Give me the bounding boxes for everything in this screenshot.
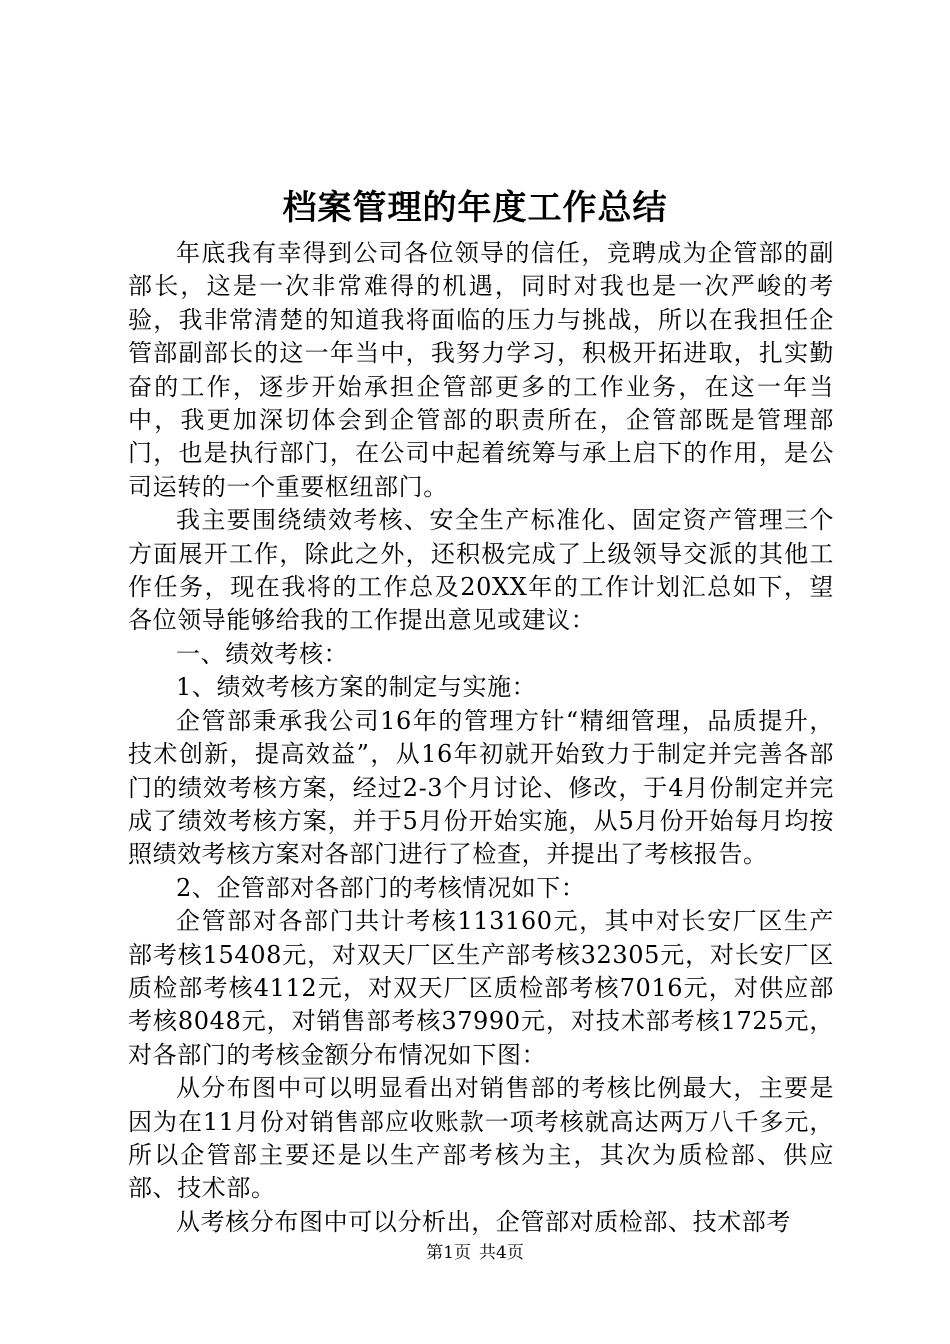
- page-number: 第1页: [426, 1243, 471, 1263]
- paragraph-continued: 从考核分布图中可以分析出，企管部对质检部、技术部考: [176, 1207, 791, 1236]
- document-body: [128, 237, 834, 1239]
- page-total: 共4页: [479, 1243, 524, 1263]
- paragraph-overview: 我主要围绕绩效考核、安全生产标准化、固定资产管理三个方面展开工作，除此之外，还积极完成了上级领导交派的其他工作任务，现在我将的工作总及20XX年的工作计划汇总如下，望各位领导能够给我的工作提出意见或建议：: [128, 506, 834, 635]
- paragraph-assessment-amounts: 企管部对各部门共计考核113160元，其中对长安厂区生产部考核15408元，对双天厂区生产部考核32305元，对长安厂区质检部考核4112元，对双天厂区质检部考核7016元，对供应部考核8048元，对销售部考核37990元，对技术部考核1725元，对各部门的考核金额分布情况如下图：: [128, 907, 834, 1069]
- section-heading-performance: 一、绩效考核：: [176, 639, 349, 668]
- document-title: 档案管理的年度工作总结: [282, 188, 668, 228]
- paragraph-distribution-analysis: 从分布图中可以明显看出对销售部的考核比例最大，主要是因为在11月份对销售部应收账款一项考核就高达两万八千多元，所以企管部主要还是以生产部考核为主，其次为质检部、供应部、技术部。: [128, 1074, 834, 1203]
- page-footer: [0, 1241, 950, 1265]
- paragraph-plan: 企管部秉承我公司16年的管理方针“精细管理，品质提升，技术创新，提高效益”，从16年初就开始致力于制定并完善各部门的绩效考核方案，经过2-3个月讨论、修改，于4月份制定并完成了绩效考核方案，并于5月份开始实施，从5月份开始每月均按照绩效考核方案对各部门进行了检查，并提出了考核报告。: [128, 706, 834, 869]
- paragraph-intro: 年底我有幸得到公司各位领导的信任，竞聘成为企管部的副部长，这是一次非常难得的机遇，同时对我也是一次严峻的考验，我非常清楚的知道我将面临的压力与挑战，所以在我担任企管部副部长的这一年当中，我努力学习，积极开拓进取，扎实勤奋的工作，逐步开始承担企管部更多的工作业务，在这一年当中，我更加深切体会到企管部的职责所在，企管部既是管理部门，也是执行部门，在公司中起着统筹与承上启下的作用，是公司运转的一个重要枢纽部门。: [128, 239, 834, 501]
- subsection-heading-plan: 1、绩效考核方案的制定与实施：: [176, 673, 537, 702]
- subsection-heading-assessment: 2、企管部对各部门的考核情况如下：: [176, 873, 586, 902]
